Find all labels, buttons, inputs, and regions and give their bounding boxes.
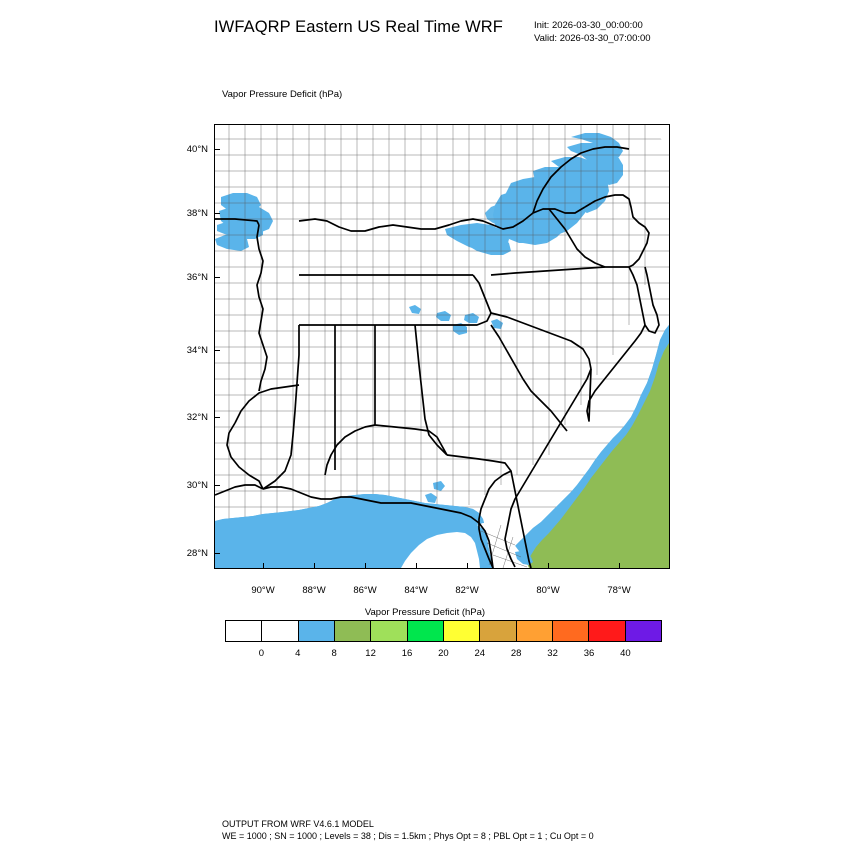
- y-tick-label-38N: 38°N: [186, 208, 208, 219]
- x-tick-label-84W: 84°W: [404, 585, 428, 596]
- y-tick-mark-36N: [214, 277, 220, 278]
- colorbar-tick-8: 8: [331, 648, 337, 659]
- map-plot-area: [214, 124, 670, 569]
- y-tick-label-28N: 28°N: [186, 548, 208, 559]
- colorbar-cell-3: [335, 621, 371, 641]
- colorbar-cell-10: [589, 621, 625, 641]
- y-tick-label-40N: 40°N: [186, 144, 208, 155]
- y-tick-label-32N: 32°N: [186, 412, 208, 423]
- colorbar: [225, 620, 662, 642]
- x-tick-label-78W: 78°W: [607, 585, 631, 596]
- colorbar-cell-9: [553, 621, 589, 641]
- colorbar-tick-4: 4: [295, 648, 301, 659]
- colorbar-tick-28: 28: [510, 648, 522, 659]
- x-tick-mark-78W: [619, 563, 620, 569]
- y-tick-label-34N: 34°N: [186, 345, 208, 356]
- x-tick-mark-90W: [263, 563, 264, 569]
- colorbar-title: Vapor Pressure Deficit (hPa): [364, 607, 486, 618]
- figure-header: [0, 8, 850, 48]
- x-tick-label-82W: 82°W: [455, 585, 479, 596]
- colorbar-cell-11: [626, 621, 661, 641]
- y-tick-mark-40N: [214, 149, 220, 150]
- colorbar-cell-4: [371, 621, 407, 641]
- y-tick-label-36N: 36°N: [186, 272, 208, 283]
- valid-time-label: Valid: 2026-03-30_07:00:00: [534, 33, 651, 44]
- colorbar-tick-32: 32: [547, 648, 558, 659]
- x-tick-label-86W: 86°W: [353, 585, 377, 596]
- page-title: IWFAQRP Eastern US Real Time WRF: [214, 18, 503, 36]
- x-tick-label-90W: 90°W: [251, 585, 275, 596]
- x-tick-label-80W: 80°W: [536, 585, 560, 596]
- x-tick-mark-86W: [365, 563, 366, 569]
- y-tick-mark-34N: [214, 350, 220, 351]
- x-tick-mark-84W: [416, 563, 417, 569]
- y-tick-mark-32N: [214, 417, 220, 418]
- x-tick-mark-82W: [467, 563, 468, 569]
- colorbar-tick-36: 36: [583, 648, 595, 659]
- init-time-label: Init: 2026-03-30_00:00:00: [534, 20, 643, 31]
- colorbar-cell-6: [444, 621, 480, 641]
- footer-line-1: OUTPUT FROM WRF V4.6.1 MODEL: [222, 819, 374, 829]
- y-tick-mark-28N: [214, 553, 220, 554]
- footer-line-2: WE = 1000 ; SN = 1000 ; Levels = 38 ; Dis = 1.5km ; Phys Opt = 8 ; PBL Opt = 1 ; Cu Opt = 0: [222, 831, 594, 841]
- colorbar-tick-16: 16: [401, 648, 413, 659]
- colorbar-tick-labels: [225, 648, 662, 662]
- colorbar-cell-0: [226, 621, 262, 641]
- x-tick-label-88W: 88°W: [302, 585, 326, 596]
- colorbar-cell-2: [299, 621, 335, 641]
- colorbar-tick-40: 40: [620, 648, 631, 659]
- x-tick-mark-88W: [314, 563, 315, 569]
- map-graphic: [215, 125, 669, 568]
- colorbar-cell-1: [262, 621, 298, 641]
- y-tick-label-30N: 30°N: [186, 480, 208, 491]
- y-tick-mark-38N: [214, 213, 220, 214]
- x-tick-mark-80W: [548, 563, 549, 569]
- y-tick-mark-30N: [214, 485, 220, 486]
- model-info-footer: [222, 818, 594, 842]
- colorbar-tick-0: 0: [258, 648, 265, 659]
- colorbar-tick-24: 24: [474, 648, 486, 659]
- colorbar-tick-20: 20: [438, 648, 449, 659]
- field-name-label: Vapor Pressure Deficit (hPa): [222, 89, 343, 100]
- colorbar-cell-5: [408, 621, 444, 641]
- colorbar-tick-12: 12: [365, 648, 376, 659]
- colorbar-cell-7: [480, 621, 516, 641]
- colorbar-cell-8: [517, 621, 553, 641]
